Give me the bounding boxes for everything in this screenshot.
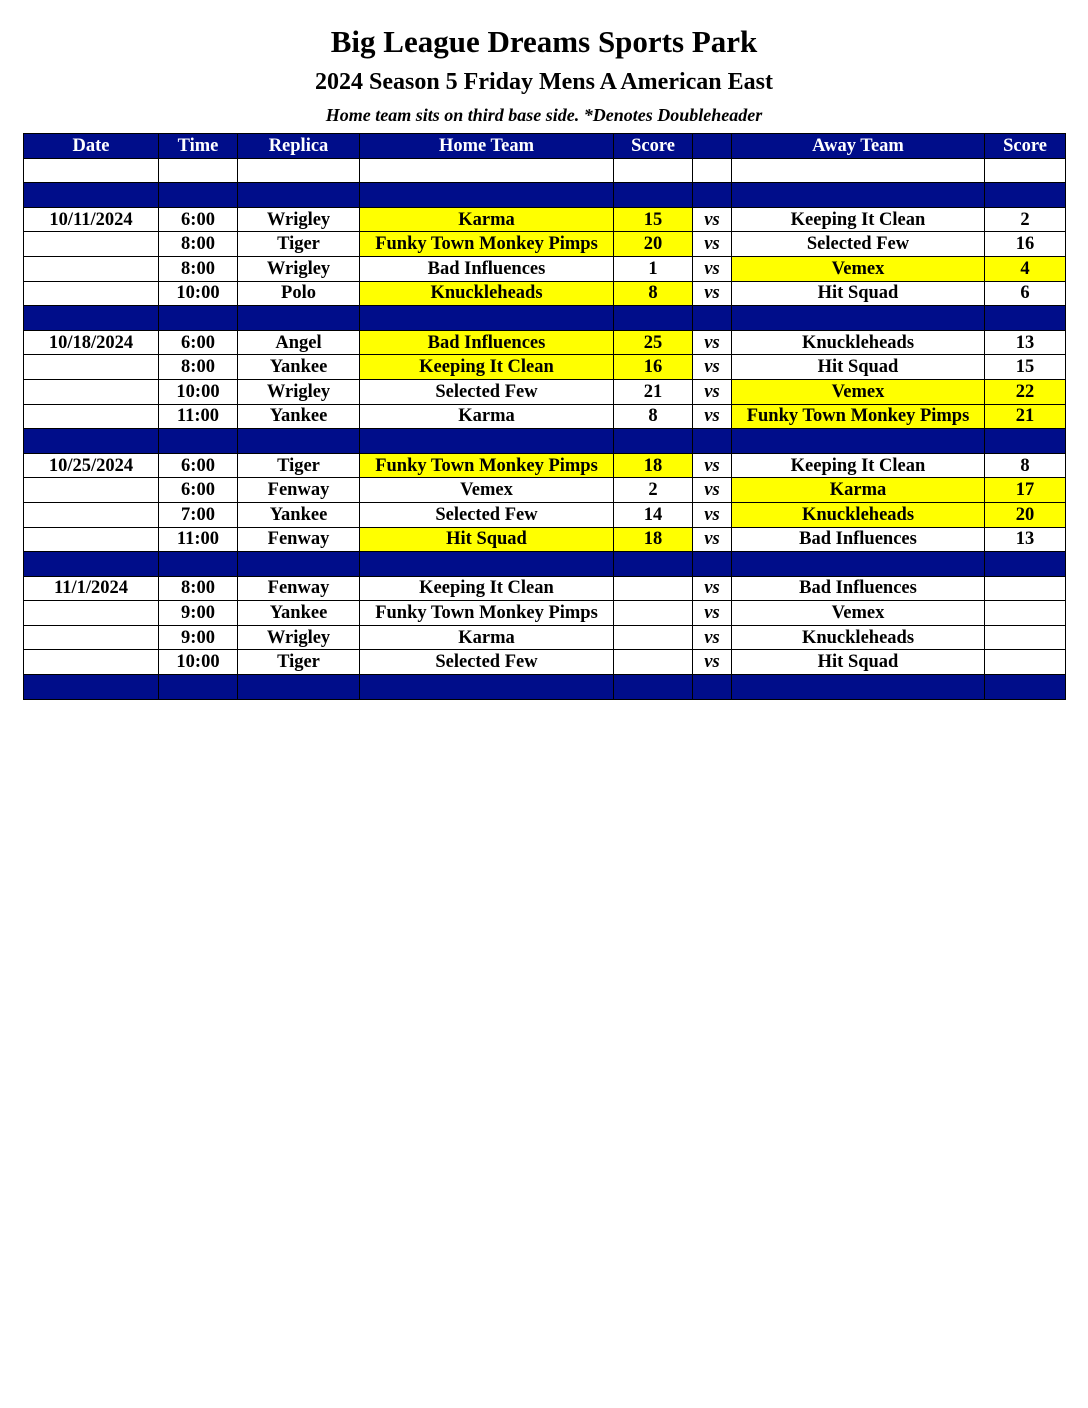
cell-away-team [732, 183, 985, 208]
cell-time: 7:00 [159, 502, 238, 527]
cell-away-team [732, 675, 985, 700]
cell-replica: Yankee [238, 355, 360, 380]
cell-vs: vs [693, 281, 732, 306]
cell-away-score: 17 [985, 478, 1066, 503]
cell-date [24, 552, 159, 577]
header-away-team: Away Team [732, 134, 985, 159]
cell-home-team: Bad Influences [360, 330, 614, 355]
cell-away-team: Knuckleheads [732, 502, 985, 527]
cell-vs: vs [693, 355, 732, 380]
cell-replica [238, 675, 360, 700]
cell-time: 8:00 [159, 355, 238, 380]
separator-row [24, 552, 1066, 577]
cell-away-score: 4 [985, 256, 1066, 281]
table-row [24, 330, 1066, 355]
cell-away-score: 6 [985, 281, 1066, 306]
cell-home-score [614, 576, 693, 601]
cell-time: 6:00 [159, 207, 238, 232]
cell-away-score: 16 [985, 232, 1066, 257]
table-row [24, 404, 1066, 429]
cell-away-team: Vemex [732, 379, 985, 404]
cell-date [24, 158, 159, 183]
cell-time: 6:00 [159, 453, 238, 478]
cell-date [24, 625, 159, 650]
cell-away-score: 2 [985, 207, 1066, 232]
cell-away-team: Hit Squad [732, 355, 985, 380]
cell-date [24, 675, 159, 700]
cell-time: 8:00 [159, 256, 238, 281]
cell-date [24, 650, 159, 675]
table-row [24, 576, 1066, 601]
header-time: Time [159, 134, 238, 159]
cell-replica: Yankee [238, 502, 360, 527]
cell-home-score: 16 [614, 355, 693, 380]
cell-home-team: Funky Town Monkey Pimps [360, 232, 614, 257]
schedule-table [23, 133, 1066, 700]
table-row [24, 207, 1066, 232]
cell-home-team: Karma [360, 625, 614, 650]
cell-date [24, 429, 159, 454]
cell-time: 11:00 [159, 527, 238, 552]
cell-replica [238, 306, 360, 331]
cell-away-team [732, 306, 985, 331]
table-row [24, 379, 1066, 404]
cell-away-team [732, 429, 985, 454]
cell-home-score: 1 [614, 256, 693, 281]
page-title: Big League Dreams Sports Park [330, 24, 758, 59]
cell-away-score: 8 [985, 453, 1066, 478]
cell-time [159, 429, 238, 454]
cell-away-team: Knuckleheads [732, 330, 985, 355]
cell-home-team: Bad Influences [360, 256, 614, 281]
header-vs [693, 134, 732, 159]
cell-date [24, 281, 159, 306]
page-subtitle: 2024 Season 5 Friday Mens A American East [314, 69, 773, 95]
cell-replica [238, 552, 360, 577]
cell-vs: vs [693, 650, 732, 675]
cell-home-score: 14 [614, 502, 693, 527]
table-row [24, 232, 1066, 257]
cell-date: 10/18/2024 [24, 330, 159, 355]
separator-row [24, 429, 1066, 454]
cell-time: 11:00 [159, 404, 238, 429]
cell-away-team: Knuckleheads [732, 625, 985, 650]
cell-vs [693, 183, 732, 208]
cell-home-score: 20 [614, 232, 693, 257]
table-row [24, 601, 1066, 626]
cell-replica: Fenway [238, 478, 360, 503]
cell-date [24, 502, 159, 527]
cell-date: 10/11/2024 [24, 207, 159, 232]
cell-home-score: 18 [614, 527, 693, 552]
cell-away-team: Vemex [732, 256, 985, 281]
cell-away-team: Karma [732, 478, 985, 503]
cell-home-score: 15 [614, 207, 693, 232]
cell-home-score: 8 [614, 281, 693, 306]
cell-replica: Tiger [238, 453, 360, 478]
cell-home-score: 18 [614, 453, 693, 478]
header-home-team: Home Team [360, 134, 614, 159]
header-home-score: Score [614, 134, 693, 159]
cell-vs: vs [693, 478, 732, 503]
cell-time: 9:00 [159, 601, 238, 626]
table-row [24, 625, 1066, 650]
cell-home-score [614, 158, 693, 183]
cell-home-score: 2 [614, 478, 693, 503]
cell-home-team: Keeping It Clean [360, 576, 614, 601]
cell-away-score: 15 [985, 355, 1066, 380]
header-row [24, 134, 1066, 159]
cell-vs [693, 158, 732, 183]
cell-date [24, 355, 159, 380]
cell-vs [693, 429, 732, 454]
cell-vs: vs [693, 625, 732, 650]
schedule-note: Home team sits on third base side. *Denotes Doubleheader [325, 105, 763, 125]
cell-home-team: Selected Few [360, 650, 614, 675]
cell-away-team [732, 158, 985, 183]
cell-home-score [614, 183, 693, 208]
cell-replica: Wrigley [238, 379, 360, 404]
cell-away-team: Bad Influences [732, 576, 985, 601]
cell-replica: Yankee [238, 601, 360, 626]
cell-time: 8:00 [159, 232, 238, 257]
cell-replica: Wrigley [238, 256, 360, 281]
cell-time [159, 675, 238, 700]
cell-away-team: Hit Squad [732, 281, 985, 306]
cell-date [24, 601, 159, 626]
cell-time [159, 306, 238, 331]
separator-row [24, 183, 1066, 208]
cell-replica: Tiger [238, 232, 360, 257]
cell-vs [693, 552, 732, 577]
cell-home-team: Knuckleheads [360, 281, 614, 306]
cell-date [24, 404, 159, 429]
header-replica: Replica [238, 134, 360, 159]
cell-replica: Wrigley [238, 207, 360, 232]
cell-away-team: Bad Influences [732, 527, 985, 552]
cell-vs: vs [693, 232, 732, 257]
cell-time [159, 183, 238, 208]
cell-vs: vs [693, 404, 732, 429]
cell-time: 6:00 [159, 330, 238, 355]
cell-date [24, 232, 159, 257]
cell-home-team: Funky Town Monkey Pimps [360, 453, 614, 478]
cell-home-score [614, 675, 693, 700]
cell-date [24, 256, 159, 281]
cell-vs: vs [693, 453, 732, 478]
cell-date: 11/1/2024 [24, 576, 159, 601]
table-row [24, 453, 1066, 478]
cell-vs: vs [693, 330, 732, 355]
blank-row [24, 158, 1066, 183]
cell-home-team [360, 183, 614, 208]
cell-away-team: Keeping It Clean [732, 207, 985, 232]
table-row [24, 281, 1066, 306]
cell-vs [693, 306, 732, 331]
cell-vs: vs [693, 527, 732, 552]
cell-home-score [614, 552, 693, 577]
cell-time: 8:00 [159, 576, 238, 601]
schedule-body [24, 158, 1066, 699]
cell-away-score: 22 [985, 379, 1066, 404]
cell-date [24, 527, 159, 552]
cell-home-team [360, 675, 614, 700]
cell-away-score: 20 [985, 502, 1066, 527]
cell-away-score [985, 650, 1066, 675]
cell-date [24, 183, 159, 208]
cell-home-score [614, 306, 693, 331]
cell-vs: vs [693, 256, 732, 281]
cell-home-team: Keeping It Clean [360, 355, 614, 380]
separator-row [24, 306, 1066, 331]
cell-time: 6:00 [159, 478, 238, 503]
header-away-score: Score [985, 134, 1066, 159]
cell-replica: Yankee [238, 404, 360, 429]
cell-home-team: Hit Squad [360, 527, 614, 552]
table-row [24, 527, 1066, 552]
cell-replica: Tiger [238, 650, 360, 675]
cell-away-score [985, 625, 1066, 650]
cell-home-score [614, 601, 693, 626]
cell-away-score [985, 552, 1066, 577]
cell-vs: vs [693, 379, 732, 404]
cell-time: 10:00 [159, 379, 238, 404]
cell-away-score [985, 601, 1066, 626]
header-date: Date [24, 134, 159, 159]
cell-away-score [985, 429, 1066, 454]
cell-home-team: Vemex [360, 478, 614, 503]
cell-away-score: 13 [985, 330, 1066, 355]
cell-date [24, 478, 159, 503]
cell-home-score [614, 625, 693, 650]
cell-away-team: Hit Squad [732, 650, 985, 675]
cell-home-team: Karma [360, 207, 614, 232]
cell-home-team: Funky Town Monkey Pimps [360, 601, 614, 626]
cell-home-score [614, 650, 693, 675]
cell-replica [238, 183, 360, 208]
cell-home-team: Selected Few [360, 379, 614, 404]
cell-time [159, 158, 238, 183]
cell-date [24, 306, 159, 331]
cell-away-score: 21 [985, 404, 1066, 429]
cell-home-team: Selected Few [360, 502, 614, 527]
cell-vs: vs [693, 601, 732, 626]
cell-vs: vs [693, 502, 732, 527]
table-row [24, 355, 1066, 380]
cell-away-score [985, 576, 1066, 601]
cell-away-score [985, 306, 1066, 331]
cell-time [159, 552, 238, 577]
cell-away-score [985, 158, 1066, 183]
cell-home-score [614, 429, 693, 454]
cell-replica: Angel [238, 330, 360, 355]
cell-replica: Polo [238, 281, 360, 306]
cell-replica: Fenway [238, 576, 360, 601]
cell-date [24, 379, 159, 404]
separator-row [24, 675, 1066, 700]
cell-home-team: Karma [360, 404, 614, 429]
cell-home-team [360, 158, 614, 183]
cell-away-score: 13 [985, 527, 1066, 552]
cell-away-score [985, 183, 1066, 208]
table-row [24, 256, 1066, 281]
cell-replica: Wrigley [238, 625, 360, 650]
cell-home-score: 8 [614, 404, 693, 429]
cell-away-team: Vemex [732, 601, 985, 626]
cell-home-team [360, 429, 614, 454]
cell-away-team: Selected Few [732, 232, 985, 257]
cell-time: 10:00 [159, 650, 238, 675]
cell-home-score: 25 [614, 330, 693, 355]
cell-replica: Fenway [238, 527, 360, 552]
cell-home-team [360, 552, 614, 577]
cell-time: 10:00 [159, 281, 238, 306]
cell-vs: vs [693, 576, 732, 601]
table-row [24, 502, 1066, 527]
table-row [24, 478, 1066, 503]
cell-away-team [732, 552, 985, 577]
cell-replica [238, 429, 360, 454]
cell-away-score [985, 675, 1066, 700]
table-row [24, 650, 1066, 675]
cell-vs: vs [693, 207, 732, 232]
cell-away-team: Keeping It Clean [732, 453, 985, 478]
cell-vs [693, 675, 732, 700]
cell-date: 10/25/2024 [24, 453, 159, 478]
cell-home-team [360, 306, 614, 331]
cell-replica [238, 158, 360, 183]
cell-away-team: Funky Town Monkey Pimps [732, 404, 985, 429]
cell-home-score: 21 [614, 379, 693, 404]
cell-time: 9:00 [159, 625, 238, 650]
